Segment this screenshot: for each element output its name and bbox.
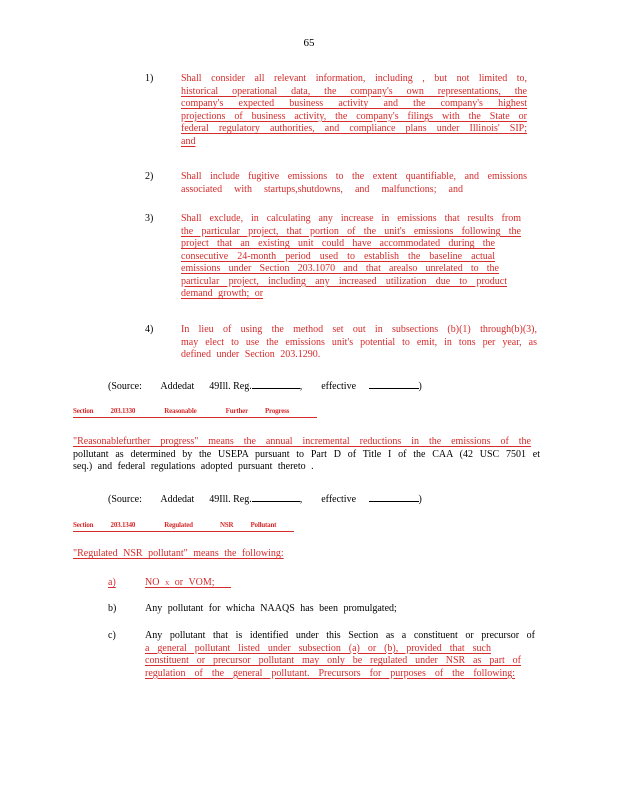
item-4-number: 4) bbox=[145, 324, 154, 335]
effective-blank bbox=[369, 379, 419, 389]
section-title-word: Further bbox=[225, 407, 248, 415]
section-label: Section bbox=[73, 407, 94, 415]
item-1-text bbox=[181, 73, 527, 148]
source-note-1 bbox=[108, 379, 422, 393]
source-added: Addedat bbox=[160, 494, 195, 505]
source-effective: effective bbox=[321, 494, 357, 505]
item-3-number: 3) bbox=[145, 213, 154, 224]
source-reg: 49Ill. Reg. bbox=[209, 381, 252, 392]
reg-blank bbox=[252, 379, 300, 389]
section-title-word: Reasonable bbox=[164, 407, 197, 415]
section-number: 203.1340 bbox=[110, 521, 136, 529]
item-1-number: 1) bbox=[145, 73, 154, 84]
item-c-text bbox=[145, 630, 535, 680]
source-close: ) bbox=[418, 381, 422, 392]
section-label: Section bbox=[73, 521, 94, 529]
item-c-line: Any pollutant that is identified under this Section as a constituent or precursor of bbox=[145, 630, 535, 641]
item-4-line: In lieu of using the method set out in subsections (b)(1) through(b)(3), bbox=[181, 324, 537, 335]
section-title-word: NSR bbox=[219, 521, 234, 529]
item-1-line: Shall consider all relevant information, including , but not limited to, bbox=[181, 73, 527, 84]
item-1-line: historical operational data, the company's own representations, the bbox=[181, 85, 527, 97]
item-c-letter: c) bbox=[108, 630, 116, 641]
section-title-word: Regulated bbox=[164, 521, 193, 529]
item-1-line: projections of business activity, the company's filings with the State or bbox=[181, 110, 527, 122]
section-1330-body bbox=[73, 436, 540, 474]
source-comma: , bbox=[299, 494, 303, 505]
source-label: (Source: bbox=[108, 494, 142, 505]
item-3-text bbox=[181, 213, 521, 301]
reg-blank bbox=[252, 492, 300, 502]
section-number: 203.1330 bbox=[110, 407, 136, 415]
item-4-text bbox=[181, 324, 537, 362]
section-title-word: Progress bbox=[264, 407, 290, 415]
source-close: ) bbox=[418, 494, 422, 505]
item-2-line: associated with startups,shutdowns, and malfunctions; and bbox=[181, 183, 463, 195]
item-a-text bbox=[145, 577, 231, 591]
item-2-line: Shall include fugitive emissions to the extent quantifiable, and emissions bbox=[181, 171, 527, 182]
item-3-line: the particular project, that portion of the unit's emissions following the bbox=[181, 225, 521, 237]
item-c-line: regulation of the general pollutant. Precursors for purposes of the following: bbox=[145, 667, 515, 679]
item-2-text bbox=[181, 171, 527, 196]
item-3-line: particular project, including any increased utilization due to product bbox=[181, 275, 507, 287]
item-a-rest: or VOM; bbox=[169, 577, 215, 588]
item-3-line: Shall exclude, in calculating any increase in emissions that results from bbox=[181, 213, 521, 224]
source-label: (Source: bbox=[108, 381, 142, 392]
body-line: seq.) and federal regulations adopted pursuant thereto . bbox=[73, 461, 314, 472]
section-1330-heading bbox=[73, 407, 289, 416]
item-c-line: constituent or precursor pollutant may only be regulated under NSR as part of bbox=[145, 655, 521, 666]
section-1340-heading bbox=[73, 521, 276, 530]
item-1-line: federal regulatory authorities, and compliance plans under Illinois' SIP; bbox=[181, 123, 527, 134]
item-3-line: consecutive 24-month period used to establish the baseline actual bbox=[181, 250, 495, 262]
item-3-line: emissions under Section 203.1070 and that arealso unrelated to the bbox=[181, 263, 499, 274]
item-1-line: and bbox=[181, 135, 196, 147]
source-comma: , bbox=[299, 381, 303, 392]
item-a-letter: a) bbox=[108, 577, 116, 588]
page-number: 65 bbox=[303, 37, 315, 49]
source-effective: effective bbox=[321, 381, 357, 392]
item-3-line: project that an existing unit could have accommodated during the bbox=[181, 238, 495, 249]
item-c-line: a general pollutant listed under subsection (a) or (b), provided that such bbox=[145, 642, 491, 654]
no-text: NO bbox=[145, 577, 160, 588]
section-1330-underline bbox=[73, 417, 317, 418]
effective-blank bbox=[369, 492, 419, 502]
item-2-number: 2) bbox=[145, 171, 154, 182]
section-1340-underline bbox=[73, 531, 294, 532]
body-line: pollutant as determined by the USEPA pursuant to Part D of Title I of the CAA (42 USC 7501 et bbox=[73, 448, 540, 460]
body-line: "Reasonablefurther progress" means the annual incremental reductions in the emissions of the bbox=[73, 436, 531, 447]
item-b-letter: b) bbox=[108, 603, 117, 614]
section-title-word: Pollutant bbox=[250, 521, 277, 529]
section-1340-intro: "Regulated NSR pollutant" means the following: bbox=[73, 548, 284, 559]
source-reg: 49Ill. Reg. bbox=[209, 494, 252, 505]
source-note-2 bbox=[108, 492, 422, 506]
source-added: Addedat bbox=[160, 381, 195, 392]
subscript-x: X bbox=[164, 581, 170, 587]
item-1-line: company's expected business activity and the company's highest bbox=[181, 98, 527, 109]
item-3-line: demand growth; or bbox=[181, 288, 264, 299]
item-b-text: Any pollutant for whicha NAAQS has been promulgated; bbox=[145, 603, 397, 614]
item-4-line: defined under Section 203.1290. bbox=[181, 349, 321, 360]
item-4-line: may elect to use the emissions unit's potential to emit, in tons per year, as bbox=[181, 336, 537, 348]
